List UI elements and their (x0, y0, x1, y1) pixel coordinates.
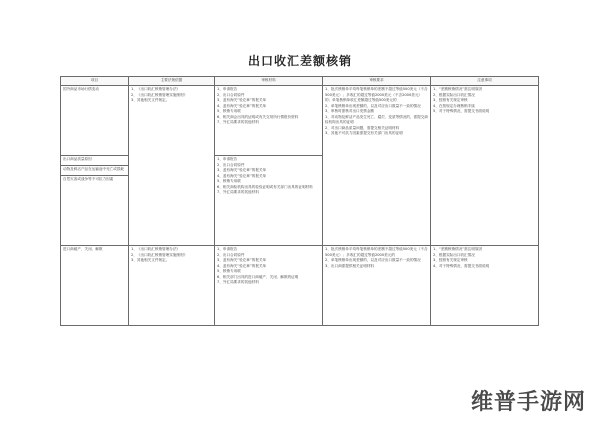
requirements-cell: 1、批次核销单平均每笔核销单的差额不超过等值500美元（不含500美元）；多收汇的超过等值2000美元（不含2000美元）的；单笔核销单收汇差额超过等值500美元的 2、单笔核销单出现差额的，以及对应出口数量不一致的情况 3、审核时需核对出口发票金额 1、对动物及鲜活产品发生死亡、腐烂、变质等情况的，需提交商检机构出具的证明 2、对出口商品质量问题，需提交相关证明材料 3、其他不可抗力因素需提交有关部门出具的证明 (323, 86, 431, 246)
item-cell: 国外商品市场行情变动 (61, 86, 129, 156)
page-title: 出口收汇差额核销 (247, 54, 352, 68)
item-cell: 进口商破产、关闭、解散 (61, 246, 129, 326)
column-header-requirements: 审核要求 (323, 77, 431, 86)
notes-cell: 1、“差额核销情况”需注明原因 2、根据实际出口收汇情况 3、按照有关规定审核 4、对于特殊情况，需提交书面说明 (431, 246, 539, 326)
site-watermark: 维普手游网 (470, 390, 586, 415)
column-header-item: 项目 (61, 77, 129, 86)
table-row (61, 86, 539, 156)
notes-cell: 1、“差额核销情况”需注明原因 2、根据实际出口收汇情况 3、按照有关规定审核 4、在按规定办理核销手续 5、对于特殊情况，需提交书面说明 (431, 86, 539, 246)
table-row (61, 246, 539, 326)
materials-cell: 1、申请报告 2、出口合同原件 3、盖有海关“验讫章”的报关单 4、盖有海关“验讫章”的报关单 5、核销专用联 6、相关商检机构出具的检验证明或有关部门出具的证明材料 7、外汇局要求的其他材料 (215, 156, 323, 246)
materials-cell: 1、申请报告 2、出口合同原件 3、盖有海关“验讫章”的报关单 4、盖有海关“验讫章”的报关单 5、核销专用联 6、相关商会出具的证明或有关交易所行情报价资料 7、外汇局要求的其他材料 (215, 86, 323, 156)
column-header-notes: 注意事项 (431, 77, 539, 86)
item-cell: 出口商品质量原因 动物及鲜活产品在运输途中死亡或损耗 自然灾害或战争等不可抗力因素 (61, 156, 129, 246)
table-header-row (61, 77, 539, 86)
requirements-cell: 1、批次核销单平均每笔核销单的差额不超过等值500美元（不含500美元）；多收汇的超过等值2000美元的 2、单笔核销单出现差额的，以及对应出口数量不一致的情况 3、出口商需提供相关证明材料 (323, 246, 431, 326)
verification-table (60, 76, 539, 326)
column-header-basis: 主要法规依据 (129, 77, 215, 86)
column-header-materials: 审核材料 (215, 77, 323, 86)
materials-cell: 1、申请报告 2、出口合同原件 3、盖有海关“验讫章”的报关单 4、盖有海关“验讫章”的报关单 5、核销专用联 6、相关部门出具的进口商破产、关闭、解散的证明 7、外汇局要求的其他材料 (215, 246, 323, 326)
basis-cell: 1、《出口收汇核销管理办法》 2、《出口收汇核销管理实施细则》 3、其他相关文件规定。 (129, 246, 215, 326)
basis-cell: 1、《出口收汇核销管理办法》 2、《出口收汇核销管理实施细则》 3、其他相关文件规定。 (129, 86, 215, 246)
